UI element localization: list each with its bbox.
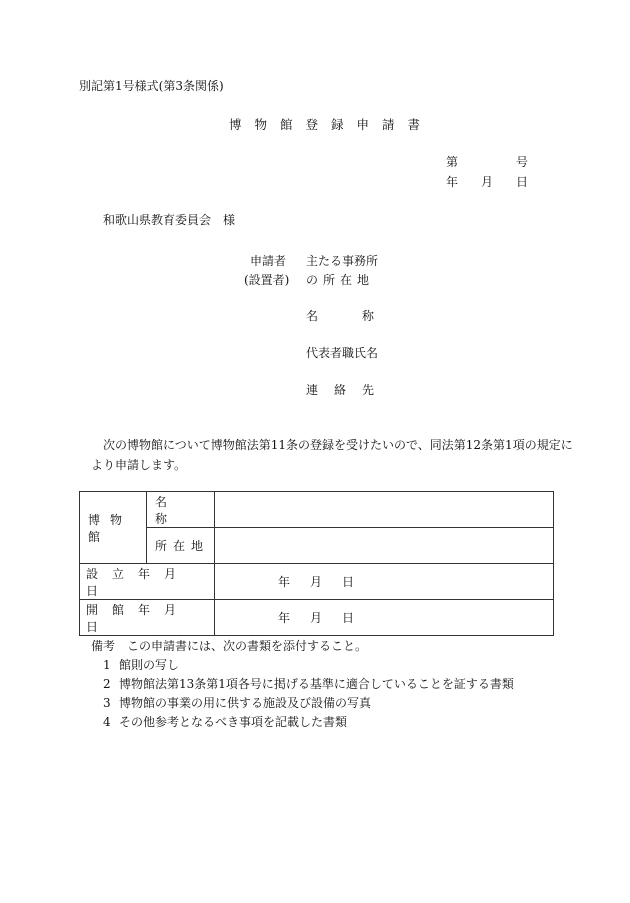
applicant-label: 申請者	[250, 254, 287, 268]
opened-month: 月	[309, 611, 322, 625]
body-line-1: 次の博物館について博物館法第11条の登録を受けたいので、同法第12条第1項の規定に	[103, 438, 573, 452]
representative-label: 代表者職氏名	[306, 346, 379, 360]
name-label: 名称	[155, 494, 194, 526]
applicant-sub-label: (設置者)	[244, 273, 290, 287]
office-label-line2: の所在地	[306, 273, 375, 287]
established-label-cell	[80, 564, 215, 600]
page-title: 博物館登録申請書	[229, 117, 434, 132]
number-line	[446, 154, 528, 170]
established-month: 月	[309, 575, 322, 589]
museum-label: 博物館	[88, 512, 133, 544]
note-item-4-text: その他参考となるべき事項を記載した書類	[119, 715, 348, 729]
notes-intro: この申請書には、次の書類を添付すること。	[127, 639, 368, 653]
location-label-cell	[147, 528, 215, 564]
note-item-3-num: 3	[103, 696, 111, 710]
date-line	[446, 174, 528, 190]
contact-label: 連絡先	[306, 383, 391, 397]
opened-day: 日	[341, 611, 354, 625]
opened-date	[278, 609, 354, 626]
opened-label-cell	[80, 600, 215, 636]
office-label-line1: 主たる事務所	[306, 254, 379, 268]
date-year: 年	[446, 175, 459, 189]
applicant-name-label: 名称	[306, 309, 419, 323]
established-year: 年	[278, 575, 291, 589]
body-line-2: より申請します。	[91, 458, 187, 472]
note-item-1-num: 1	[103, 658, 111, 672]
addressee: 和歌山県教育委員会 様	[103, 213, 236, 227]
museum-label-cell	[80, 492, 147, 564]
form-id: 別記第1号様式(第3条関係)	[79, 79, 224, 93]
note-item-2-text: 博物館法第13条第1項各号に掲げる基準に適合していることを証する書類	[119, 677, 514, 691]
note-item-3-text: 博物館の事業の用に供する施設及び設備の写真	[119, 696, 372, 710]
note-item-2-num: 2	[103, 677, 111, 691]
name-label-cell	[147, 492, 215, 528]
location-value-cell[interactable]	[215, 528, 554, 564]
established-date	[278, 573, 354, 590]
opened-year: 年	[278, 611, 291, 625]
established-date-cell[interactable]	[215, 564, 554, 600]
opened-label: 開館年月日	[86, 602, 191, 634]
opened-date-cell[interactable]	[215, 600, 554, 636]
established-day: 日	[341, 575, 354, 589]
registration-table	[79, 491, 554, 636]
note-item-4-num: 4	[103, 715, 111, 729]
note-item-1-text: 館則の写し	[119, 658, 180, 672]
date-month: 月	[480, 175, 493, 189]
name-value-cell[interactable]	[215, 492, 554, 528]
location-label: 所在地	[155, 539, 210, 553]
established-label: 設立年月日	[86, 566, 191, 598]
number-go: 号	[515, 155, 528, 169]
number-dai: 第	[446, 155, 459, 169]
date-day: 日	[515, 175, 528, 189]
notes-heading: 備考	[91, 639, 116, 653]
